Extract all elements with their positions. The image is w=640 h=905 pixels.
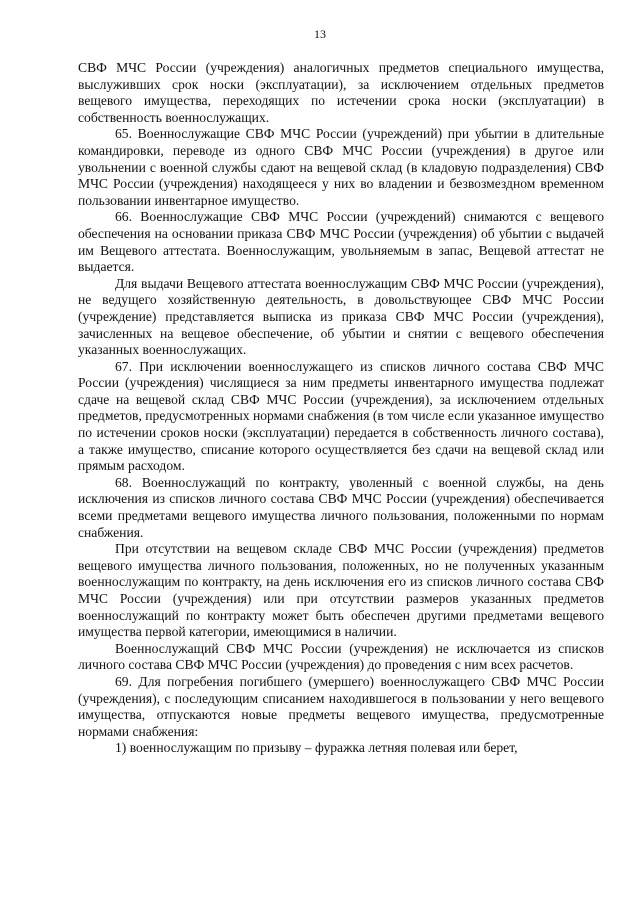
paragraph-continuation: СВФ МЧС России (учреждения) аналогичных предметов специального имущества, выслуживших срок носки (эксплуатации), за исключением отдельных предметов вещевого имущества, переходящих по истечении срока носки (эксплуатации) в собственность военнослужащих. (78, 60, 604, 125)
body-text (78, 60, 604, 757)
paragraph-67: 67. При исключении военнослужащего из списков личного состава СВФ МЧС России (учреждения) числящиеся за ним предметы инвентарного имущества подлежат сдаче на вещевой склад СВФ МЧС России (учреждения), за исключением отдельных предметов, предусмотренных нормами снабжения (в том числе если указанное имущество по истечении сроков носки (эксплуатации) передается в собственность личного состава), а также имущество, списание которого осуществляется без сдачи на вещевой склад или прямым расходом. (78, 358, 604, 474)
paragraph-68: 68. Военнослужащий по контракту, уволенный с военной службы, на день исключения из списков личного состава СВФ МЧС России (учреждения) обеспечивается всеми предметами вещевого имущества личного пользования, положенными по нормам снабжения. (78, 474, 604, 540)
paragraph-69: 69. Для погребения погибшего (умершего) военнослужащего СВФ МЧС России (учреждения), с последующим списанием находившегося в пользовании у него вещевого имущества, отпускаются новые предметы вещевого имущества, предусмотренные нормами снабжения: (78, 673, 604, 739)
paragraph-65: 65. Военнослужащие СВФ МЧС России (учреждений) при убытии в длительные командировки, переводе из одного СВФ МЧС России (учреждения) в другое или увольнении с военной службы сдают на вещевой склад (в кладовую подразделения) СВФ МЧС России (учреждения) находящееся у них во владении и безвозмездном временном пользовании инвентарное имущество. (78, 126, 604, 208)
paragraph-66: 66. Военнослужащие СВФ МЧС России (учреждений) снимаются с вещевого обеспечения на основании приказа СВФ МЧС России (учреждения) об убытии с выдачей им Вещевого аттестата. Военнослужащим, увольняемым в запас, Вещевой аттестат не выдается. (78, 209, 604, 275)
paragraph-68-absence: При отсутствии на вещевом складе СВФ МЧС России (учреждения) предметов вещевого имущества личного пользования, положенных, но не полученных указанным военнослужащим по контракту, на день исключения его из списков личного состава СВФ МЧС России (учреждения) или при отсутствии размеров указанных предметов военнослужащий по контракту может быть обеспечен другими предметами вещевого имущества первой категории, имеющимися в наличии. (78, 541, 604, 640)
paragraph-66-attestat: Для выдачи Вещевого аттестата военнослужащим СВФ МЧС России (учреждения), не ведущего хозяйственную деятельность, в довольствующее СВФ МЧС России (учреждение) представляется выписка из приказа СВФ МЧС России (учреждения), зачисленных на вещевое обеспечение, об убытии и снятии с вещевого обеспечения указанных военнослужащих. (78, 275, 604, 358)
paragraph-69-item-1: 1) военнослужащим по призыву – фуражка летняя полевая или берет, (115, 740, 518, 756)
page-number: 13 (314, 27, 326, 41)
paragraph-68-settlement: Военнослужащий СВФ МЧС России (учреждения) не исключается из списков личного состава СВФ МЧС России (учреждения) до проведения с ним всех расчетов. (78, 640, 604, 673)
